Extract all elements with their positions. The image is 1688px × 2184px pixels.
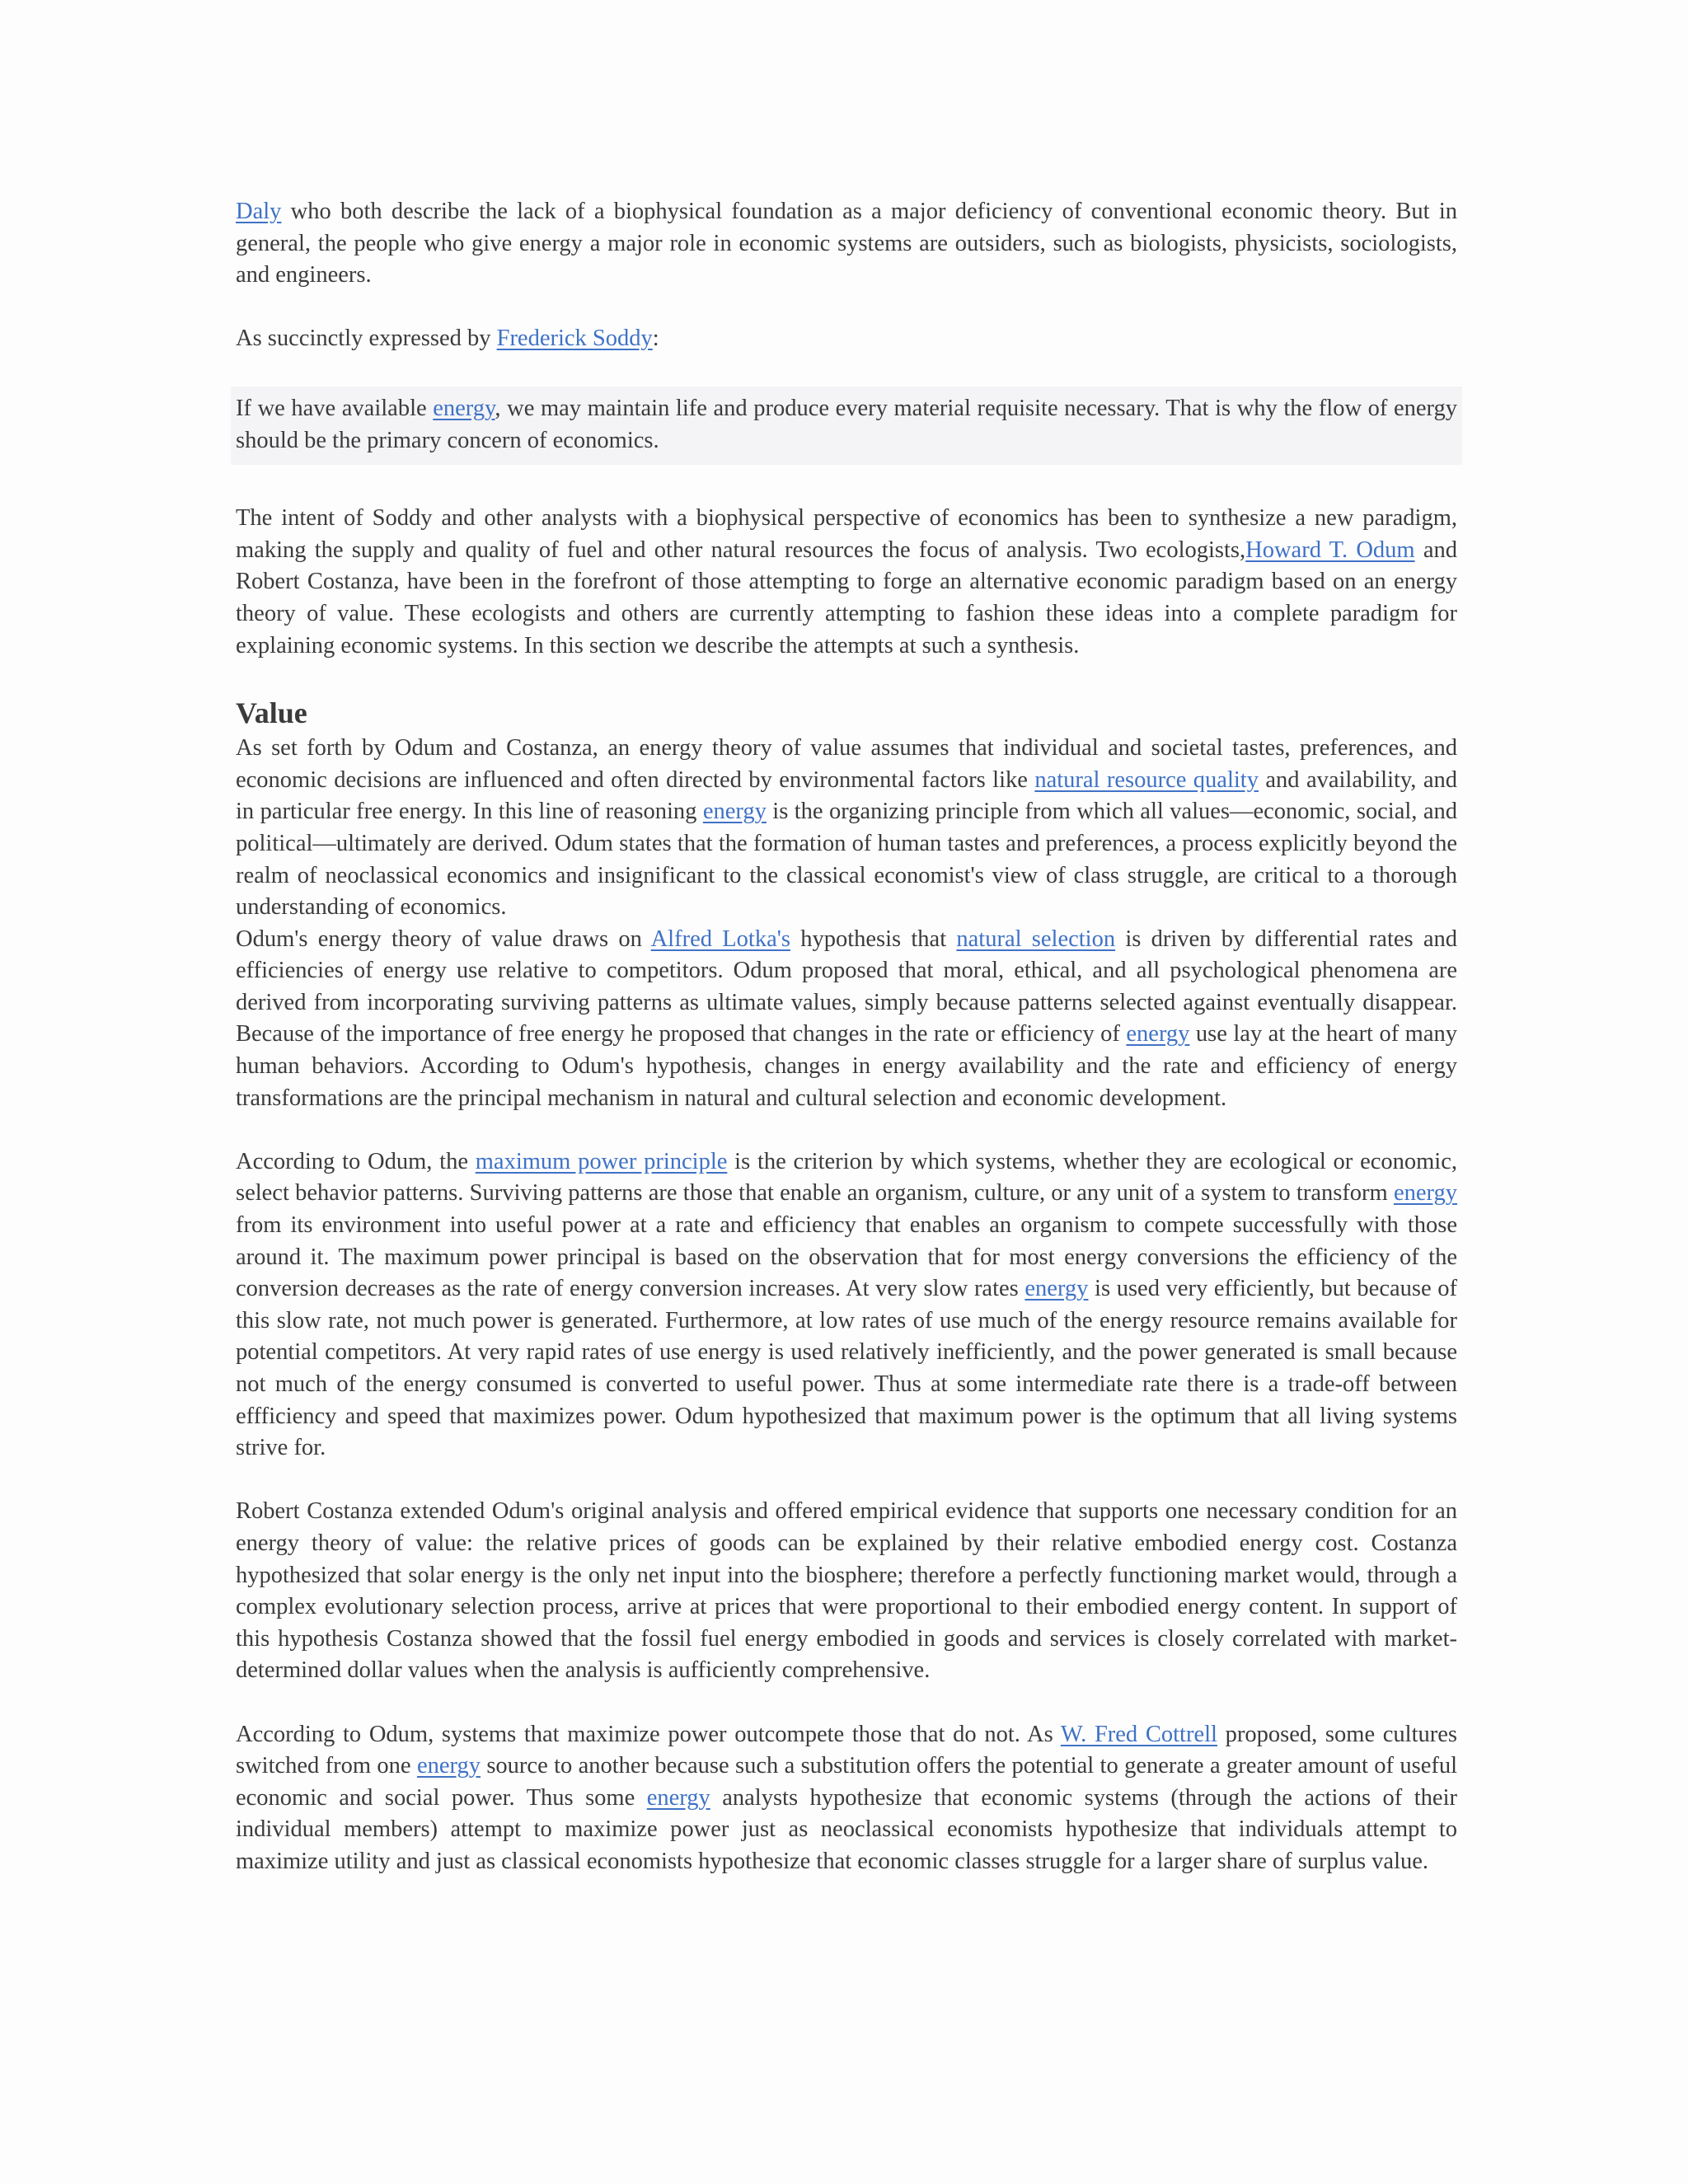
quote-text: If we have available	[236, 395, 434, 421]
paragraph-intro-continuation	[236, 196, 1457, 292]
link-howard-t-odum[interactable]: Howard T. Odum	[1245, 537, 1415, 563]
link-daly[interactable]: Daly	[236, 199, 282, 224]
paragraph-text: Robert Costanza extended Odum's original analysis and offered empirical evidence that supports one necessary condition for an energy theory of value: the relative prices of goods can be explained by their relative embodied energy cost. Costanza hypothesized that solar energy is the only net input into the biosphere; therefore a perfectly functioning market would, through a complex evolutionary selection process, arrive at prices that were proportional to their embodied energy content. In support of this hypothesis Costanza showed that the fossil fuel energy embodied in goods and services is closely correlated with market-determined dollar values when the analysis is aufficiently comprehensive.	[236, 1498, 1457, 1684]
paragraph-text: hypothesis that	[790, 926, 957, 952]
paragraph-text: As set forth by Odum and Costanza, an energy theory of value assumes that individual and societal tastes, preferences, and economic decisions are influenced and often directed by environmental factors like	[236, 735, 1457, 793]
paragraph-text: According to Odum, the	[236, 1148, 476, 1174]
paragraph-text: who both describe the lack of a biophysical foundation as a major deficiency of conventional economic theory. But in general, the people who give energy a major role in economic systems are outsiders, such as biologists, physicists, sociologists, and engineers.	[236, 199, 1457, 288]
paragraph-lotka	[236, 924, 1457, 1115]
link-energy[interactable]: energy	[416, 1753, 481, 1779]
paragraph-text: The intent of Soddy and other analysts with a biophysical perspective of economics has been to synthesize a new paradigm, making the supply and quality of fuel and other natural resources the focus of analysis. Two ecologists,	[236, 505, 1457, 563]
link-w-fred-cottrell[interactable]: W. Fred Cottrell	[1060, 1721, 1217, 1747]
paragraph-text: analysts hypothesize that economic systems (through the actions of their individual members) attempt to maximize power just as neoclassical economists hypothesize that individuals attempt to maximize utility and just as classical economists hypothesize that economic classes struggle for a larger share of surplus value.	[236, 1784, 1457, 1874]
paragraph-text: and availability, and in particular free energy. In this line of reasoning	[236, 766, 1457, 825]
paragraph-text: proposed, some cultures switched from one	[236, 1721, 1457, 1779]
paragraph-text: and Robert Costanza, have been in the forefront of those attempting to forge an alternative economic paradigm based on an energy theory of value. These ecologists and others are currently attempting to fashion these ideas into a complete paradigm for explaining economic systems. In this section we describe the attempts at such a synthesis.	[236, 537, 1457, 658]
document-body	[236, 196, 1457, 1878]
link-energy[interactable]: energy	[702, 799, 767, 825]
paragraph-maximum-power	[236, 1146, 1457, 1465]
paragraph-text: is driven by differential rates and efficiencies of energy use relative to competitors. Odum proposed that moral, ethical, and all psychological phenomena are derived from incorporating surviving patterns as ultimate values, simply because patterns selected against eventually disappear. Because of the importance of free energy he proposed that changes in the rate or efficiency of	[236, 926, 1458, 1047]
paragraph-text: As succinctly expressed by	[236, 326, 497, 352]
link-frederick-soddy[interactable]: Frederick Soddy	[496, 326, 653, 352]
section-heading-value: Value	[236, 696, 307, 730]
link-maximum-power-principle[interactable]: maximum power principle	[475, 1148, 728, 1174]
paragraph-text: According to Odum, systems that maximize power outcompete those that do not. As	[236, 1721, 1061, 1747]
paragraph-text: is the organizing principle from which all values—economic, social, and political—ultimately are derived. Odum states that the formation of human tastes and preferences, a process explicitly beyond the realm of neoclassical economics and insignificant to the classical economist's view of class struggle, are critical to a thorough understanding of economics.	[236, 799, 1457, 921]
link-energy[interactable]: energy	[1393, 1180, 1457, 1207]
paragraph-text: source to another because such a substitution offers the potential to generate a greater amount of useful economic and social power. Thus some	[236, 1753, 1458, 1811]
link-natural-selection[interactable]: natural selection	[956, 926, 1116, 952]
paragraph-text: is the criterion by which systems, whether they are ecological or economic, select behavior patterns. Surviving patterns are those that enable an organism, culture, or any unit of a system to transform	[236, 1148, 1457, 1207]
paragraph-synthesis	[236, 503, 1457, 662]
link-natural-resource-quality[interactable]: natural resource quality	[1034, 766, 1259, 793]
paragraph-text: use lay at the heart of many human behaviors. According to Odum's hypothesis, changes in energy availability and the rate and efficiency of energy transformations are the principal mechanism in natural and cultural selection and economic development.	[236, 1021, 1457, 1111]
paragraph-soddy-intro	[236, 323, 1457, 355]
paragraph-text: :	[652, 326, 659, 352]
link-energy[interactable]: energy	[433, 395, 495, 421]
paragraph-costanza	[236, 1496, 1457, 1687]
quote-text: , we may maintain life and produce every material requisite necessary. That is why the flow of energy should be the primary concern of economics.	[236, 395, 1457, 453]
paragraph-energy-theory	[236, 733, 1457, 924]
link-energy[interactable]: energy	[1126, 1021, 1190, 1047]
paragraph-text: Odum's energy theory of value draws on	[236, 926, 651, 952]
paragraph-text: from its environment into useful power at a rate and efficiency that enables an organism to compete successfully with those around it. The maximum power principal is based on the observation that for most energy conversions the efficiency of the conversion decreases as the rate of energy conversion increases. At very slow rates	[236, 1212, 1457, 1302]
link-energy[interactable]: energy	[646, 1784, 710, 1811]
paragraph-text: is used very efficiently, but because of this slow rate, not much power is generated. Furthermore, at low rates of use much of the energy resource remains available for potential competitors. At very rapid rates of use energy is used relatively inefficiently, and the power generated is small because not much of the energy consumed is converted to useful power. Thus at some intermediate rate there is a trade-off between effficiency and speed that maximizes power. Odum hypothesized that maximum power is the optimum that all living systems strive for.	[236, 1276, 1457, 1461]
blockquote-soddy	[231, 387, 1462, 465]
link-alfred-lotka[interactable]: Alfred Lotka's	[650, 926, 790, 952]
link-energy[interactable]: energy	[1025, 1276, 1089, 1302]
paragraph-cottrell	[236, 1719, 1457, 1878]
